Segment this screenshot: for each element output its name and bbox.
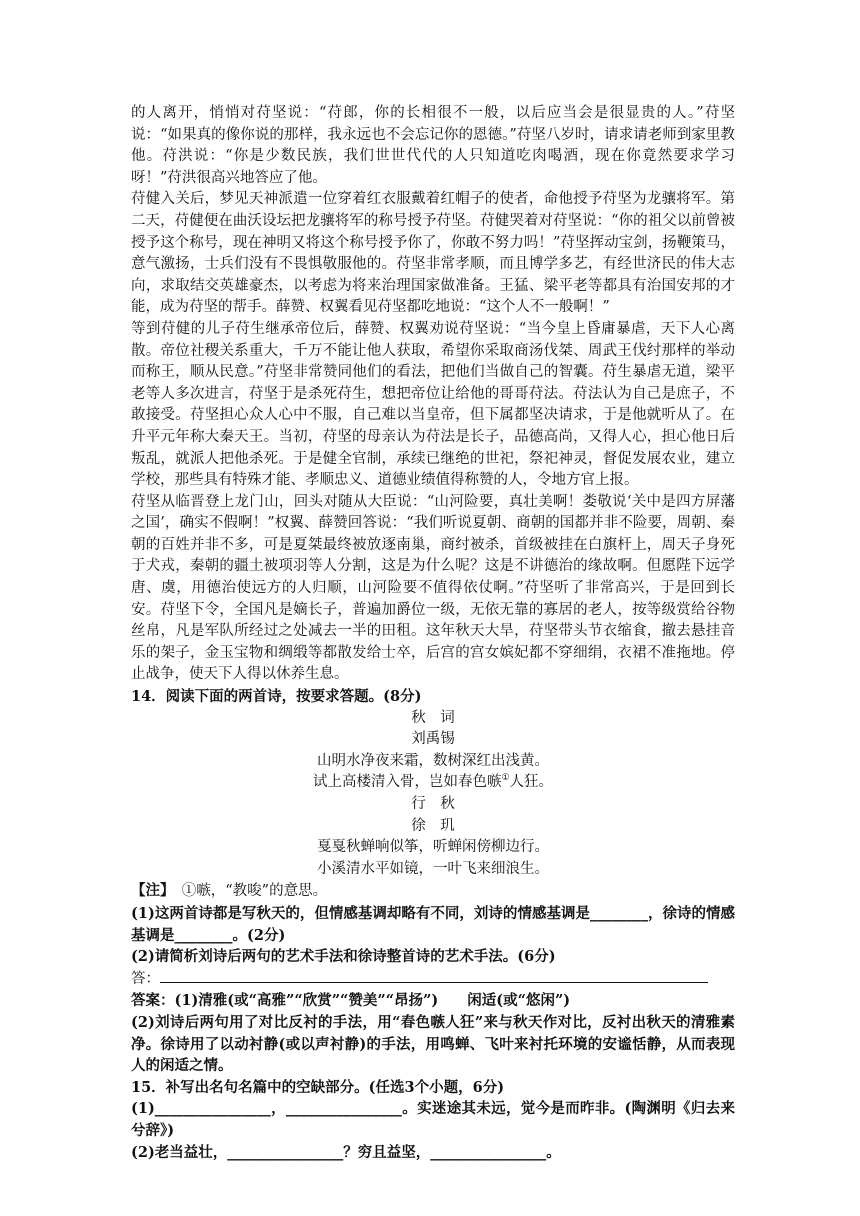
note — [131, 880, 735, 903]
poem-1-author: 刘禹锡 — [411, 731, 455, 748]
passage-paragraph-2: 苻健入关后，梦见天神派遣一位穿着红衣服戴着红帽子的使者，命他授予苻坚为龙骧将军。第二天，苻健便在曲沃设坛把龙骧将军的称号授予苻坚。苻健哭着对苻坚说：“你的祖父以前曾被授予这个称号，现在神明又将这个称号授予你了，你敢不努力吗！”苻坚挥动宝剑，扬鞭策马，意气激扬，士兵们没有不畏惧敬服他的。苻坚非常孝顺，而且博学多艺，有经世济民的伟大志向，求取结交英雄豪杰，以考虑为将来治理国家做准备。王猛、梁平老等都具有治国安邦的才能，成为苻坚的帮手。薛赞、权翼看见苻坚都吃地说：“这个人不一般啊！” — [131, 191, 735, 316]
question-14-sub-2: (2)请简析刘诗后两句的艺术手法和徐诗整首诗的艺术手法。(6分) — [131, 948, 556, 966]
answer-line — [131, 968, 735, 991]
answer-1-text: (1)清雅(或“高雅”“欣赏”“赞美”“昂扬”) 闲适(或“悠闲”) — [174, 992, 571, 1010]
question-15-heading: 15．补写出名句名篇中的空缺部分。(任选3个小题，6分) — [131, 1078, 505, 1096]
poem-2-author: 徐 玑 — [411, 817, 455, 834]
poem-2-title: 行 秋 — [411, 796, 455, 812]
question-15-item-2: (2)老当益壮，________________？穷且益坚，________________。 — [131, 1143, 561, 1161]
passage-paragraph-1: 的人离开，悄悄对苻坚说：“苻郎，你的长相很不一般，以后应当会是很显贵的人。”苻坚说：“如果真的像你说的那样，我永远也不会忘记你的恩德。”苻坚八岁时，请求请老师到家里教他。苻洪说：“你是少数民族，我们世世代代的人只知道吃肉喝酒，现在你竟然要求学习呀！”苻洪很高兴地答应了他。 — [131, 105, 735, 186]
passage-paragraph-4: 苻坚从临晋登上龙门山，回头对随从大臣说：“山河险要，真壮美啊！娄敬说‘关中是四方屏藩之国’，确实不假啊！”权翼、薛赞回答说：“我们听说夏朝、商朝的国都并非不险要，周朝、秦朝的百姓并非不多，可是夏桀最终被放逐南巢，商纣被杀，首级被挂在白旗杆上，周天子身死于犬戎，秦朝的疆土被项羽等人分割，这是为什么呢？这是不讲德治的缘故啊。但愿陛下远学唐、虞，用德治使远方的人归顺，山河险要不值得依仗啊。”苻坚听了非常高兴，于是回到长安。苻坚下令，全国凡是嫡长子，普遍加爵位一级，无依无靠的寡居的老人，按等级赏给谷物丝帛，凡是军队所经过之处减去一半的田租。这年秋天大旱，苻坚带头节衣缩食，撤去悬挂音乐的架子，金玉宝物和绸缎等都散发给士卒，后宫的宫女嫔妃都不穿细绢，衣裙不准拖地。停止战争，使天下人得以休养生息。 — [131, 493, 735, 683]
poem-2-line-2: 小溪清水平如镜，一叶飞来细浪生。 — [317, 860, 549, 877]
question-15-item-1: (1)________________，________________。实迷途其未远，觉今是而昨非。(陶渊明《归去来兮辞》) — [131, 1100, 735, 1139]
footnote-marker: ① — [501, 773, 510, 784]
question-14-sub-1: (1)这两首诗都是写秋天的，但情感基调却略有不同，刘诗的情感基调是________，徐诗的情感基调是________。(2分) — [131, 904, 735, 944]
passage-paragraph-3: 等到苻健的儿子苻生继承帝位后，薛赞、权翼劝说苻坚说：“当今皇上昏庸暴虐，天下人心离散。帝位社稷关系重大，千万不能让他人获取，希望你采取商汤伐桀、周武王伐纣那样的举动而称王，顺从民意。”苻坚非常赞同他们的看法，把他们当做自己的智囊。苻生暴虐无道，梁平老等人多次进言，苻坚于是杀死苻生，想把帝位让给他的哥哥苻法。苻法认为自己是庶子，不敢接受。苻坚担心众人心中不服，自己难以当皇帝，但下属都坚决请求，于是他就听从了。在升平元年称大秦天王。当初，苻坚的母亲认为苻法是长子，品德高尚，又得人心，担心他日后叛乱，就派人把他杀死。于是健全官制，承续已继绝的世祀，祭祀神灵，督促发展农业，建立学校，那些具有特殊才能、孝顺忠义、道德业绩值得称赞的人，令地方官上报。 — [131, 320, 735, 489]
poem-1-line-2 — [131, 772, 735, 794]
note-label: 【注】 — [131, 882, 168, 900]
poem-1-line-2-start: 试上高楼清入骨，岂如春色嗾 — [312, 774, 502, 791]
question-14-heading: 14．阅读下面的两首诗，按要求答题。(8分) — [131, 688, 422, 706]
answer-blank[interactable] — [160, 968, 708, 983]
answer-prompt: 答： — [131, 970, 160, 987]
poem-1-line-2-end: 人狂。 — [509, 774, 554, 791]
answer-1 — [131, 990, 735, 1012]
poem-1-line-1: 山明水净夜来霜，数树深红出浅黄。 — [317, 752, 549, 769]
document-page — [131, 103, 735, 1163]
poem-1-title: 秋 词 — [411, 709, 455, 726]
answer-2: (2)刘诗后两句用了对比反衬的手法，用“春色嗾人狂”来与秋天作对比，反衬出秋天的清雅素净。徐诗用了以动衬静(或以声衬静)的手法，用鸣蝉、飞叶来衬托环境的安谧恬静，从而表现人的闲适之情。 — [131, 1013, 735, 1075]
poem-2-line-1: 戛戛秋蝉响似筝，听蝉闲傍柳边行。 — [317, 839, 549, 856]
answer-label: 答案： — [131, 992, 175, 1010]
note-text: ①嗾，“教唆”的意思。 — [167, 883, 328, 900]
